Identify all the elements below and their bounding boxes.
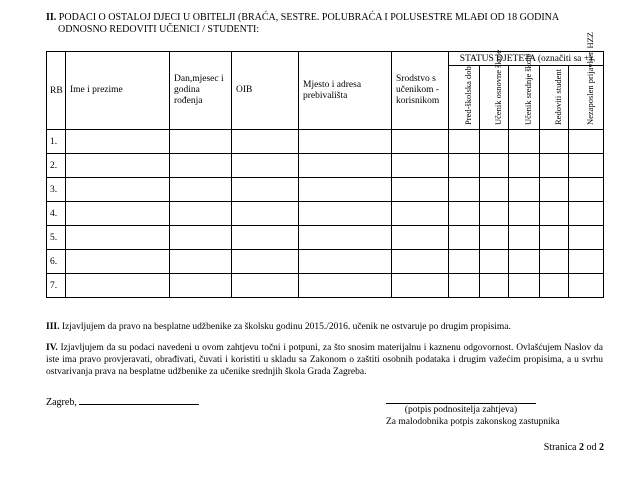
table-cell[interactable] bbox=[569, 154, 604, 178]
table-cell[interactable] bbox=[66, 250, 170, 274]
row-number: 6. bbox=[47, 250, 66, 274]
table-cell[interactable] bbox=[299, 250, 392, 274]
status-col-secondary: Učenik srednje škole bbox=[509, 66, 540, 130]
table-cell[interactable] bbox=[509, 226, 540, 250]
section-4 bbox=[46, 342, 603, 378]
table-cell[interactable] bbox=[232, 202, 299, 226]
table-cell[interactable] bbox=[540, 250, 569, 274]
table-cell[interactable] bbox=[299, 178, 392, 202]
section-3-label: III. bbox=[46, 322, 60, 332]
table-cell[interactable] bbox=[540, 274, 569, 298]
table-cell[interactable] bbox=[449, 130, 480, 154]
row-number: 4. bbox=[47, 202, 66, 226]
col-header-name: Ime i prezime bbox=[66, 52, 170, 130]
table-cell[interactable] bbox=[232, 178, 299, 202]
table-cell[interactable] bbox=[449, 226, 480, 250]
table-cell[interactable] bbox=[509, 178, 540, 202]
section-4-label: IV. bbox=[46, 343, 58, 353]
status-col-unemployed: Nezaposlen prijavljen HZZ bbox=[569, 66, 604, 130]
table-cell[interactable] bbox=[232, 274, 299, 298]
table-cell[interactable] bbox=[170, 274, 232, 298]
table-cell[interactable] bbox=[449, 250, 480, 274]
table-cell[interactable] bbox=[509, 202, 540, 226]
section-2-title-line2: ODNOSNO REDOVITI UČENICI / STUDENTI: bbox=[58, 24, 260, 35]
table-cell[interactable] bbox=[569, 250, 604, 274]
place-date-field[interactable] bbox=[46, 395, 199, 408]
col-header-relation: Srodstvo s učenikom - korisnikom bbox=[392, 52, 449, 130]
table-cell[interactable] bbox=[170, 154, 232, 178]
table-cell[interactable] bbox=[299, 202, 392, 226]
table-cell[interactable] bbox=[509, 250, 540, 274]
table-cell[interactable] bbox=[299, 226, 392, 250]
table-cell[interactable] bbox=[569, 202, 604, 226]
table-row bbox=[47, 178, 604, 202]
table-cell[interactable] bbox=[449, 154, 480, 178]
row-number: 2. bbox=[47, 154, 66, 178]
table-cell[interactable] bbox=[66, 154, 170, 178]
table-row bbox=[47, 250, 604, 274]
table-cell[interactable] bbox=[509, 274, 540, 298]
table-cell[interactable] bbox=[170, 226, 232, 250]
status-col-student: Redoviti student bbox=[540, 66, 569, 130]
table-cell[interactable] bbox=[480, 226, 509, 250]
table-cell[interactable] bbox=[509, 154, 540, 178]
table-row bbox=[47, 130, 604, 154]
table-cell[interactable] bbox=[392, 274, 449, 298]
table-cell[interactable] bbox=[170, 202, 232, 226]
table-row bbox=[47, 202, 604, 226]
table-cell[interactable] bbox=[299, 154, 392, 178]
table-cell[interactable] bbox=[540, 154, 569, 178]
footer-of: od bbox=[586, 442, 597, 453]
table-row bbox=[47, 226, 604, 250]
children-table bbox=[46, 32, 604, 298]
footer-prefix: Stranica bbox=[543, 442, 577, 453]
status-col-preschool: Pred-školska dob bbox=[449, 66, 480, 130]
section-3 bbox=[46, 321, 603, 333]
section-2-label: II. bbox=[46, 12, 57, 23]
table-row bbox=[47, 274, 604, 298]
table-cell[interactable] bbox=[170, 178, 232, 202]
table-cell[interactable] bbox=[66, 226, 170, 250]
table-cell[interactable] bbox=[480, 250, 509, 274]
table-cell[interactable] bbox=[540, 226, 569, 250]
col-header-dob: Dan,mjesec i godina rođenja bbox=[170, 52, 232, 130]
table-cell[interactable] bbox=[540, 130, 569, 154]
row-number: 3. bbox=[47, 178, 66, 202]
section-4-text: Izjavljujem da su podaci navedeni u ovom zahtjevu točni i potpuni, za što snosim materijalnu i kaznenu odgovornost. Ovlašćujem Naslov da iste ima pravo provjeravati, obrađivati, čuvati i koristiti u skladu sa Zakonom o zaštiti osobnih podataka i drugim važećim propisima, a u svrhu ostvarivanja prava na besplatne udžbenike za učenike srednjih škola Grada Zagreba. bbox=[46, 343, 604, 377]
table-cell[interactable] bbox=[480, 274, 509, 298]
table-cell[interactable] bbox=[392, 202, 449, 226]
table-cell[interactable] bbox=[232, 250, 299, 274]
footer-total: 2 bbox=[599, 442, 604, 453]
status-header: STATUS DJETETA (označiti sa +) bbox=[449, 52, 604, 66]
row-number: 7. bbox=[47, 274, 66, 298]
section-2-title bbox=[46, 12, 606, 36]
minor-caption: Za malodobnika potpis zakonskog zastupnika bbox=[386, 417, 560, 427]
table-cell[interactable] bbox=[569, 274, 604, 298]
table-cell[interactable] bbox=[449, 202, 480, 226]
table-cell[interactable] bbox=[480, 130, 509, 154]
table-cell[interactable] bbox=[66, 130, 170, 154]
table-cell[interactable] bbox=[392, 130, 449, 154]
col-header-rb: RB bbox=[47, 52, 66, 130]
table-cell[interactable] bbox=[232, 226, 299, 250]
section-2-title-line1: PODACI O OSTALOJ DJECI U OBITELJI (BRAĆA, SESTRE. POLUBRAĆA I POLUSESTRE MLAĐI OD 18 GODINA bbox=[58, 12, 560, 23]
table-cell[interactable] bbox=[66, 202, 170, 226]
table-cell[interactable] bbox=[299, 274, 392, 298]
col-header-address: Mjesto i adresa prebivališta bbox=[299, 52, 392, 130]
signature-caption: (potpis podnositelja zahtjeva) bbox=[404, 405, 518, 415]
table-cell[interactable] bbox=[449, 178, 480, 202]
table-cell[interactable] bbox=[509, 130, 540, 154]
table-cell[interactable] bbox=[392, 226, 449, 250]
table-cell[interactable] bbox=[170, 250, 232, 274]
col-header-oib: OIB bbox=[232, 52, 299, 130]
footer-page: 2 bbox=[579, 442, 584, 453]
row-number: 1. bbox=[47, 130, 66, 154]
table-cell[interactable] bbox=[540, 202, 569, 226]
table-cell[interactable] bbox=[66, 178, 170, 202]
table-cell[interactable] bbox=[569, 178, 604, 202]
row-number: 5. bbox=[47, 226, 66, 250]
table-cell[interactable] bbox=[540, 178, 569, 202]
table-cell[interactable] bbox=[232, 154, 299, 178]
table-cell[interactable] bbox=[66, 274, 170, 298]
table-cell[interactable] bbox=[480, 178, 509, 202]
date-line[interactable] bbox=[79, 395, 199, 405]
table-cell[interactable] bbox=[569, 130, 604, 154]
table-cell[interactable] bbox=[392, 154, 449, 178]
section-3-text: Izjavljujem da pravo na besplatne udžbenike za školsku godinu 2015./2016. učenik ne ostvaruje po drugim propisima. bbox=[61, 322, 511, 332]
place-label: Zagreb, bbox=[46, 397, 77, 408]
table-cell[interactable] bbox=[392, 250, 449, 274]
table-cell[interactable] bbox=[392, 178, 449, 202]
table-cell[interactable] bbox=[299, 130, 392, 154]
page-footer bbox=[544, 442, 604, 453]
table-row bbox=[47, 154, 604, 178]
table-cell[interactable] bbox=[480, 154, 509, 178]
table-cell[interactable] bbox=[170, 130, 232, 154]
table-cell[interactable] bbox=[449, 274, 480, 298]
signature-line[interactable] bbox=[386, 393, 536, 404]
table-cell[interactable] bbox=[569, 226, 604, 250]
status-col-primary: Učenik osnovne škole bbox=[480, 66, 509, 130]
table-cell[interactable] bbox=[232, 130, 299, 154]
table-cell[interactable] bbox=[480, 202, 509, 226]
